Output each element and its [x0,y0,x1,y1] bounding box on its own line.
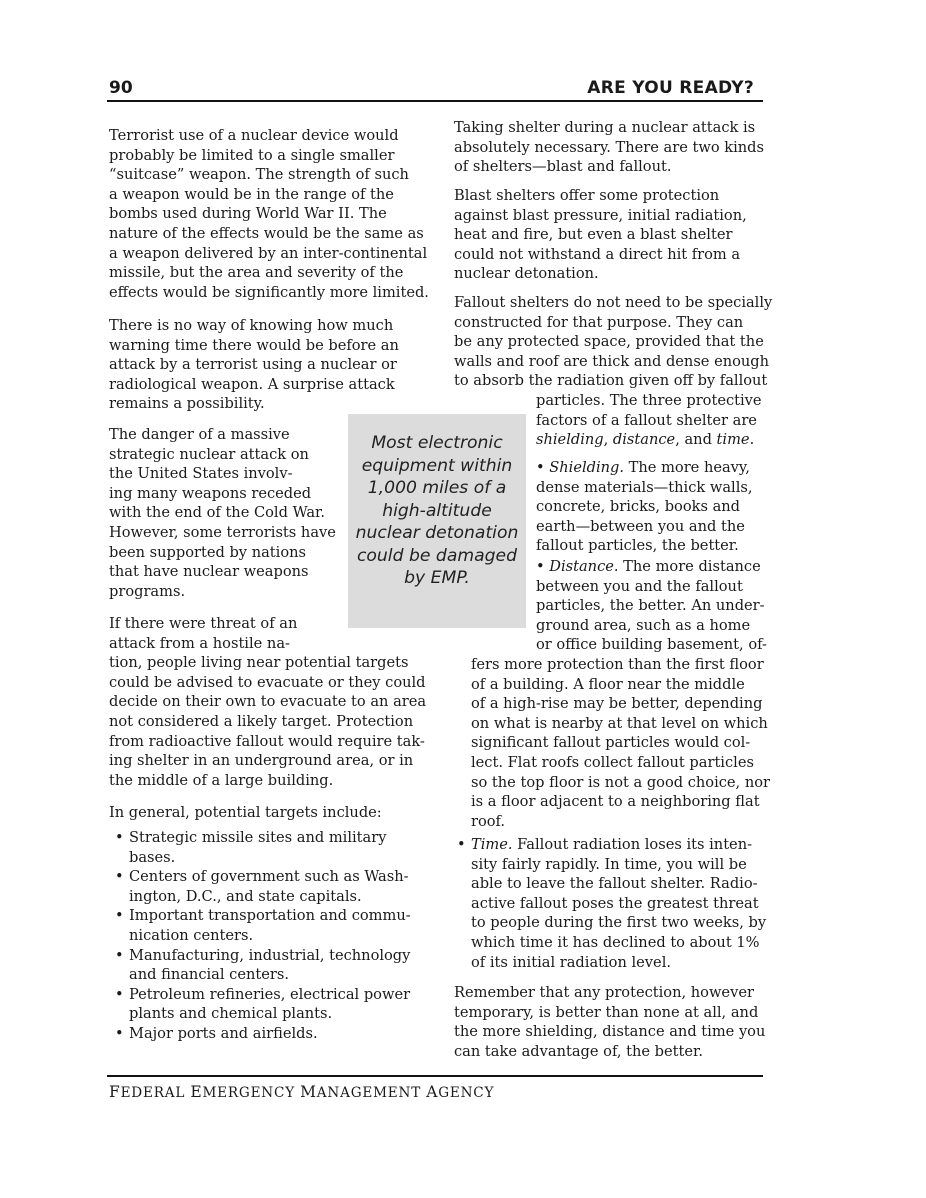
footer-rule [107,1075,763,1077]
running-title: ARE YOU READY? [587,78,754,98]
targets-list [109,828,411,1044]
left-paragraph-4: If there were threat of an attack from a hostile na- tion, people living near potential targets could be advised to evacuate or they could decide on their own to evacuate to an area not considered a likely target. Protection from radioactive fallout would require tak- ing shelter in an underground area, or in the middle of a large building. [109,615,427,789]
left-paragraph-3: The danger of a massive strategic nuclear attack on the United States involv- ing many weapons receded with the end of the Cold War. However, some terrorists have been supported by nations that have nuclear weapons programs. [109,426,336,600]
list-item: • Important transportation and commu- nication centers. [109,906,411,945]
right-paragraph-3: Fallout shelters do not need to be specially constructed for that purpose. They can be any protected space, provided that the walls and roof are thick and dense enough to absorb the radiation given off by fallout [454,294,773,390]
list-item: • Centers of government such as Wash- ington, D.C., and state capitals. [109,867,411,906]
page-number: 90 [109,78,133,98]
emp-callout-box [348,414,526,628]
left-paragraph-2: There is no way of knowing how much warning time there would be before an attack by a terrorist using a nuclear or radiological weapon. A surprise attack remains a possibility. [109,317,399,413]
left-paragraph-1: Terrorist use of a nuclear device would probably be limited to a single smaller “suitcase” weapon. The strength of such a weapon would be in the range of the bombs used during World War II. The nature of the effects would be the same as a weapon delivered by an inter-continental missile, but the area and severity of the effects would be significantly more limited. [109,127,429,301]
footer-agency: FEDERAL EMERGENCY MANAGEMENT AGENCY [109,1083,495,1101]
list-item: • Manufacturing, industrial, technology and financial centers. [109,946,411,985]
distance-item-cont: fers more protection than the first floor of a building. A floor near the middle of a high-rise may be better, depending on what is nearby at that level on which significant fallout particles would col- lect. Flat roofs collect fallout particles so the top floor is not a good choice, nor is a floor adjacent to a neighboring flat roof. [471,656,771,830]
callout-text: Most electronic equipment within 1,000 miles of a high-altitude nuclear detonation could be damaged by EMP. [355,433,519,588]
time-item: Time. Fallout radiation loses its inten- sity fairly rapidly. In time, you will be able to leave the fallout shelter. Radio- active fallout poses the greatest threat to people during the first two weeks, by which time it has declined to about 1% of its initial radiation level. [471,836,767,971]
distance-item: • Distance. The more distance between you and the fallout particles, the better. An under- ground area, such as a home or office building basement, of- [536,558,767,654]
list-item: • Major ports and airfields. [109,1024,411,1044]
list-item: • Petroleum refineries, electrical power plants and chemical plants. [109,985,411,1024]
right-paragraph-2: Blast shelters offer some protection against blast pressure, initial radiation, heat and fire, but even a blast shelter could not withstand a direct hit from a nuclear detonation. [454,187,747,283]
header-rule [107,100,763,102]
right-paragraph-4: Remember that any protection, however temporary, is better than none at all, and the more shielding, distance and time you can take advantage of, the better. [454,984,766,1060]
shielding-item: • Shielding. The more heavy, dense materials—thick walls, concrete, bricks, books and earth—between you and the fallout particles, the better. [536,459,753,555]
right-paragraph-1: Taking shelter during a nuclear attack is absolutely necessary. There are two kinds of shelters—blast and fallout. [454,119,765,176]
right-paragraph-3-cont: particles. The three protective factors of a fallout shelter are shielding, distance, and time. [536,392,762,449]
time-bullet: • [457,836,466,853]
targets-intro: In general, potential targets include: [109,804,382,821]
list-item: • Strategic missile sites and military bases. [109,828,411,867]
